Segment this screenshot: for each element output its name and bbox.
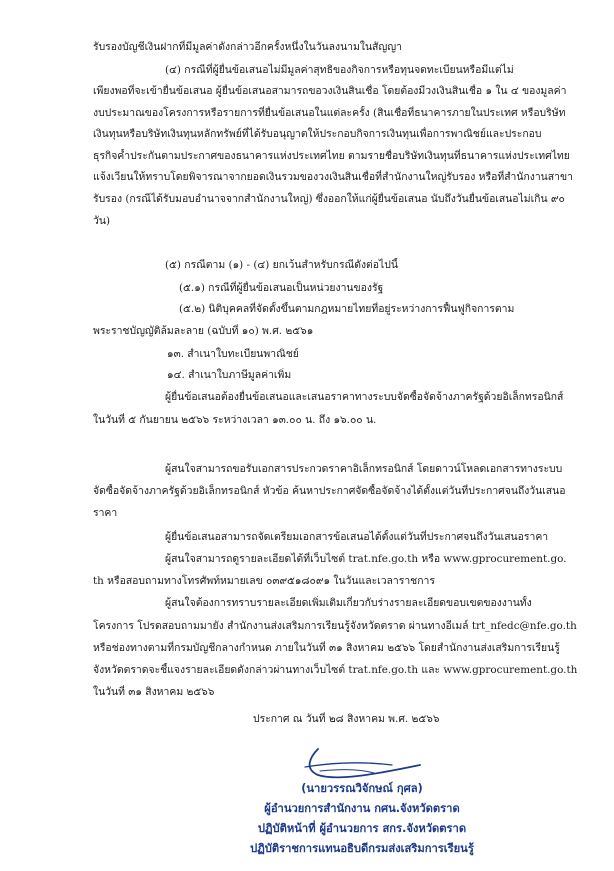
body-line: ผู้สนใจสามารถขอรับเอกสารประกวดราคาอิเล็กทรอนิกส์ โดยดาวน์โหลดเอกสารทางระบบ: [165, 463, 563, 475]
signatory-delegation: ปฏิบัติราชการแทนอธิบดีกรมส่งเสริมการเรียนรู้: [250, 842, 474, 855]
body-line: ผู้สนใจสามารถดูรายละเอียดได้ที่เว็บไซต์ trat.nfe.go.th หรือ www.gprocurement.go.: [165, 553, 567, 565]
body-line: รับรองบัญชีเงินฝากที่มีมูลค่าดังกล่าวอีกครั้งหนึ่งในวันลงนามในสัญญา: [93, 41, 402, 53]
clause-heading: (๕) กรณีตาม (๑) - (๔) ยกเว้นสำหรับกรณีดังต่อไปนี้: [165, 259, 398, 271]
signatory-name: (นายวรรณวิจักษณ์ กุศล): [301, 782, 423, 795]
sub-clause: (๕.๒) นิติบุคคลที่จัดตั้งขึ้นตามกฎหมายไทยที่อยู่ระหว่างการฟื้นฟูกิจการตาม: [179, 303, 515, 315]
body-line: เพียงพอที่จะเข้ายื่นข้อเสนอ ผู้ยื่นข้อเสนอสามารถขอวงเงินสินเชื่อ โดยต้องมีวงเงินสินเชื่อ ๑ ใน ๔ ของมูลค่า: [93, 85, 567, 97]
body-line: โครงการ โปรดสอบถามมายัง สำนักงานส่งเสริมการเรียนรู้จังหวัดตราด ผ่านทางอีเมล์ trt_nfedc@nfe.go.th: [93, 620, 577, 632]
body-line: เงินทุนหรือบริษัทเงินทุนหลักทรัพย์ที่ได้รับอนุญาตให้ประกอบกิจการเงินทุนเพื่อการพาณิชย์และประกอบ: [93, 128, 542, 140]
signatory-position: ผู้อำนวยการสำนักงาน กศน.จังหวัดตราด: [264, 802, 460, 815]
body-line: ผู้ยื่นข้อเสนอต้องยื่นข้อเสนอและเสนอราคาทางระบบจัดซื้อจัดจ้างภาครัฐด้วยอิเล็กทรอนิกส์: [165, 391, 564, 403]
body-line: ในวันที่ ๕ กันยายน ๒๕๖๖ ระหว่างเวลา ๑๓.๐๐ น. ถึง ๑๖.๐๐ น.: [93, 414, 377, 426]
signatory-acting-position: ปฏิบัติหน้าที่ ผู้อำนวยการ สกร.จังหวัดตราด: [257, 822, 467, 835]
list-item: ๑๓. สำเนาใบทะเบียนพาณิชย์: [167, 348, 299, 360]
body-line: วัน): [93, 215, 110, 227]
body-line: จังหวัดตราดจะชี้แจงรายละเอียดดังกล่าวผ่านทางเว็บไซต์ trat.nfe.go.th และ www.gprocurement.go.th: [93, 664, 578, 676]
body-line: แจ้งเวียนให้ทราบโดยพิจารณาจากยอดเงินรวมของวงเงินสินเชื่อที่สำนักงานใหญ่รับรอง หรือที่สำนักงานสาขา: [93, 171, 573, 183]
body-line: ธุรกิจค้ำประกันตามประกาศของธนาคารแห่งประเทศไทย ตามรายชื่อบริษัทเงินทุนที่ธนาคารแห่งประเทศไทย: [93, 150, 570, 162]
body-line: (๔) กรณีที่ผู้ยื่นข้อเสนอไม่มีมูลค่าสุทธิของกิจการหรือทุนจดทะเบียนหรือมีแต่ไม่: [165, 64, 514, 76]
announcement-date: ประกาศ ณ วันที่ ๒๘ สิงหาคม พ.ศ. ๒๕๖๖: [253, 713, 440, 725]
body-line: พระราชบัญญัติล้มละลาย (ฉบับที่ ๑๐) พ.ศ. ๒๕๖๑: [93, 325, 314, 337]
body-line: จัดซื้อจัดจ้างภาครัฐด้วยอิเล็กทรอนิกส์ หัวข้อ ค้นหาประกาศจัดซื้อจัดจ้างได้ตั้งแต่วันที่ประกาศจนถึงวันเสนอ: [93, 485, 566, 497]
list-item: ๑๔. สำเนาใบภาษีมูลค่าเพิ่ม: [167, 369, 292, 381]
body-line: หรือช่องทางตามที่กรมบัญชีกลางกำหนด ภายในวันที่ ๓๑ สิงหาคม ๒๕๖๖ โดยสำนักงานส่งเสริมการเรียนรู้: [93, 642, 560, 654]
sub-clause: (๕.๑) กรณีที่ผู้ยื่นข้อเสนอเป็นหน่วยงานของรัฐ: [179, 282, 384, 294]
body-line: ราคา: [93, 507, 118, 519]
body-line: งบประมาณของโครงการหรือรายการที่ยื่นข้อเสนอในแต่ละครั้ง (สินเชื่อที่ธนาคารภายในประเทศ หรือบริษัท: [93, 107, 566, 119]
body-line: ผู้ยื่นข้อเสนอสามารถจัดเตรียมเอกสารข้อเสนอได้ตั้งแต่วันที่ประกาศจนถึงวันเสนอราคา: [165, 531, 549, 543]
body-line: ผู้สนใจต้องการทราบรายละเอียดเพิ่มเติมเกี่ยวกับร่างรายละเอียดขอบเขตของงานทั้ง: [165, 597, 532, 609]
body-line: ในวันที่ ๓๑ สิงหาคม ๒๕๖๖: [93, 686, 215, 698]
signature-block: [0, 735, 614, 871]
body-line: th หรือสอบถามทางโทรศัพท์หมายเลข ๐๓๙๕๑๘๐๙๑ ในวันและเวลาราชการ: [93, 575, 435, 587]
body-line: รับรอง (กรณีได้รับมอบอำนาจจากสำนักงานใหญ่) ซึ่งออกให้แก่ผู้ยื่นข้อเสนอ นับถึงวันยื่นข้อเสนอไม่เกิน ๙๐: [93, 193, 565, 205]
